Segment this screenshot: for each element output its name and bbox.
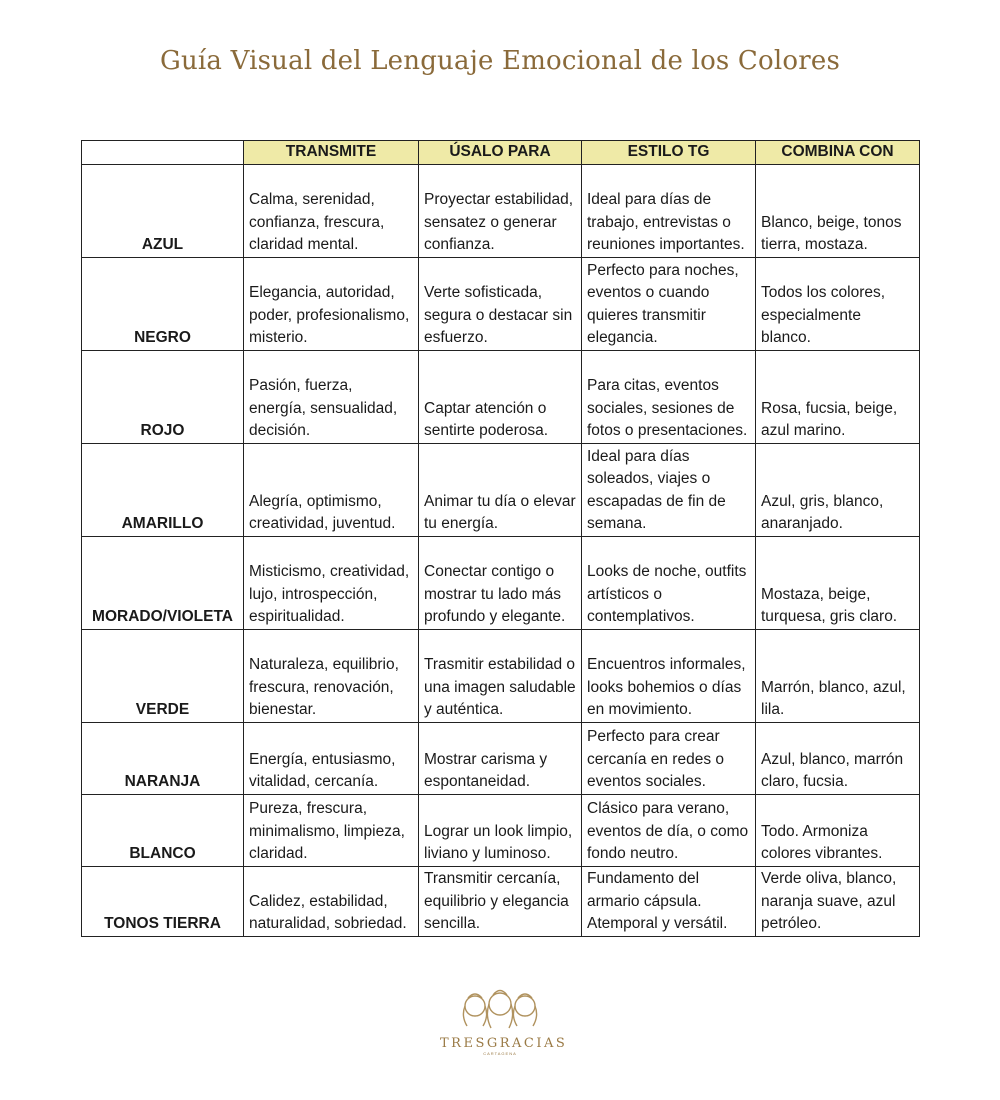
table-row — [82, 866, 920, 936]
brand-name: TRESGRACIAS — [440, 1036, 568, 1051]
table-row — [82, 164, 920, 257]
table-header-row — [82, 141, 920, 165]
estilo-cell: Perfecto para noches, eventos o cuando quieres transmitir elegancia. — [582, 257, 756, 350]
estilo-cell: Looks de noche, outfits artísticos o contemplativos. — [582, 536, 756, 629]
header-usalo-para: ÚSALO PARA — [419, 141, 582, 165]
table-row — [82, 794, 920, 866]
transmite-cell: Energía, entusiasmo, vitalidad, cercanía. — [244, 722, 419, 794]
table-row — [82, 536, 920, 629]
usalo-cell: Trasmitir estabilidad o una imagen saludable y auténtica. — [419, 629, 582, 722]
combina-cell: Rosa, fucsia, beige, azul marino. — [756, 350, 920, 443]
combina-cell: Todos los colores, especialmente blanco. — [756, 257, 920, 350]
usalo-cell: Captar atención o sentirte poderosa. — [419, 350, 582, 443]
combina-cell: Marrón, blanco, azul, lila. — [756, 629, 920, 722]
transmite-cell: Pasión, fuerza, energía, sensualidad, decisión. — [244, 350, 419, 443]
estilo-cell: Perfecto para crear cercanía en redes o eventos sociales. — [582, 722, 756, 794]
table-row — [82, 257, 920, 350]
row-label: AZUL — [82, 164, 244, 257]
estilo-cell: Ideal para días de trabajo, entrevistas o reuniones importantes. — [582, 164, 756, 257]
table-row — [82, 443, 920, 536]
table-row — [82, 629, 920, 722]
corner-cell — [82, 141, 244, 165]
page-title: Guía Visual del Lenguaje Emocional de los Colores — [160, 46, 840, 76]
usalo-cell: Animar tu día o elevar tu energía. — [419, 443, 582, 536]
usalo-cell: Proyectar estabilidad, sensatez o generar confianza. — [419, 164, 582, 257]
row-label: TONOS TIERRA — [82, 866, 244, 936]
brand-tagline: CARTAGENA — [483, 1051, 517, 1056]
transmite-cell: Naturaleza, equilibrio, frescura, renovación, bienestar. — [244, 629, 419, 722]
transmite-cell: Pureza, frescura, minimalismo, limpieza, claridad. — [244, 794, 419, 866]
usalo-cell: Transmitir cercanía, equilibrio y elegancia sencilla. — [419, 866, 582, 936]
combina-cell: Azul, blanco, marrón claro, fucsia. — [756, 722, 920, 794]
row-label: BLANCO — [82, 794, 244, 866]
usalo-cell: Conectar contigo o mostrar tu lado más profundo y elegante. — [419, 536, 582, 629]
combina-cell: Blanco, beige, tonos tierra, mostaza. — [756, 164, 920, 257]
combina-cell: Verde oliva, blanco, naranja suave, azul petróleo. — [756, 866, 920, 936]
three-graces-icon — [450, 986, 550, 1034]
combina-cell: Mostaza, beige, turquesa, gris claro. — [756, 536, 920, 629]
combina-cell: Azul, gris, blanco, anaranjado. — [756, 443, 920, 536]
usalo-cell: Mostrar carisma y espontaneidad. — [419, 722, 582, 794]
row-label: AMARILLO — [82, 443, 244, 536]
row-label: NEGRO — [82, 257, 244, 350]
usalo-cell: Verte sofisticada, segura o destacar sin esfuerzo. — [419, 257, 582, 350]
transmite-cell: Misticismo, creatividad, lujo, introspección, espiritualidad. — [244, 536, 419, 629]
header-transmite: TRANSMITE — [244, 141, 419, 165]
row-label: MORADO/VIOLETA — [82, 536, 244, 629]
estilo-cell: Clásico para verano, eventos de día, o como fondo neutro. — [582, 794, 756, 866]
estilo-cell: Encuentros informales, looks bohemios o días en movimiento. — [582, 629, 756, 722]
transmite-cell: Calidez, estabilidad, naturalidad, sobriedad. — [244, 866, 419, 936]
brand-logo — [440, 986, 568, 1066]
estilo-cell: Fundamento del armario cápsula. Atemporal y versátil. — [582, 866, 756, 936]
combina-cell: Todo. Armoniza colores vibrantes. — [756, 794, 920, 866]
table-row — [82, 350, 920, 443]
usalo-cell: Lograr un look limpio, liviano y luminoso. — [419, 794, 582, 866]
transmite-cell: Elegancia, autoridad, poder, profesionalismo, misterio. — [244, 257, 419, 350]
header-combina-con: COMBINA CON — [756, 141, 920, 165]
color-guide-table — [81, 140, 920, 937]
table-row — [82, 722, 920, 794]
transmite-cell: Calma, serenidad, confianza, frescura, claridad mental. — [244, 164, 419, 257]
header-estilo-tg: ESTILO TG — [582, 141, 756, 165]
estilo-cell: Para citas, eventos sociales, sesiones de fotos o presentaciones. — [582, 350, 756, 443]
estilo-cell: Ideal para días soleados, viajes o escapadas de fin de semana. — [582, 443, 756, 536]
row-label: ROJO — [82, 350, 244, 443]
transmite-cell: Alegría, optimismo, creatividad, juventud. — [244, 443, 419, 536]
row-label: VERDE — [82, 629, 244, 722]
row-label: NARANJA — [82, 722, 244, 794]
